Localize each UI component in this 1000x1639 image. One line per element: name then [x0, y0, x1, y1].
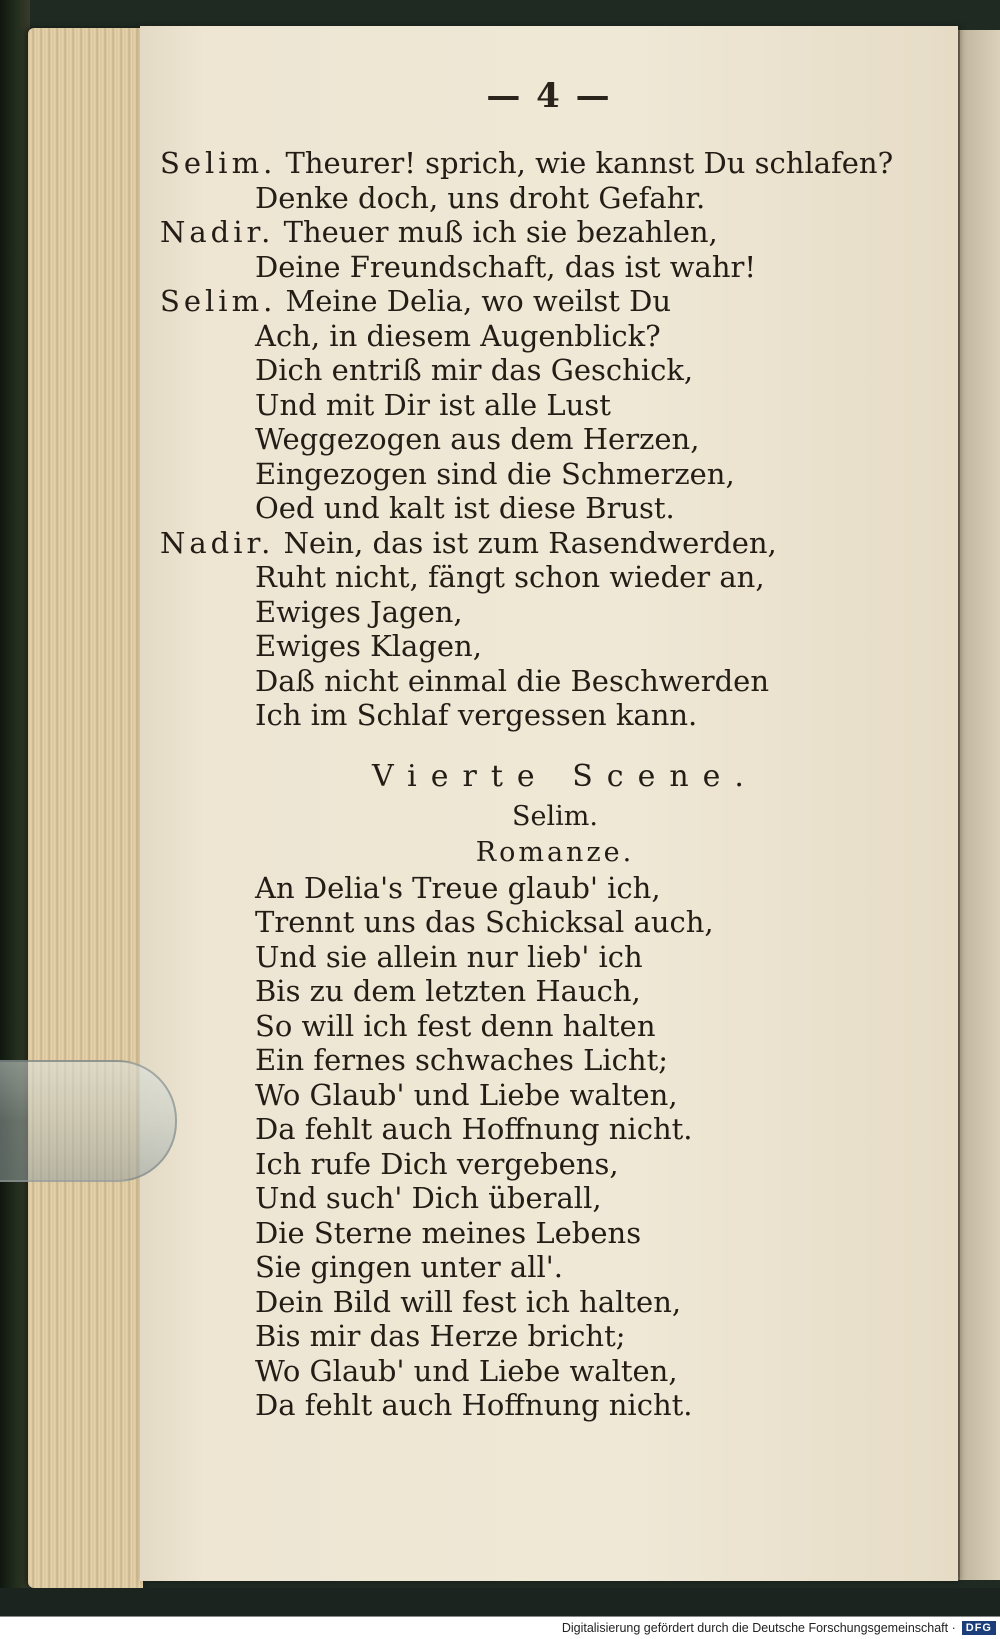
dialogue-line	[160, 319, 950, 354]
verse-text: Denke doch, uns droht Gefahr.	[255, 180, 706, 215]
verse-text: Ewiges Klagen,	[255, 629, 482, 663]
dialogue-line	[160, 422, 950, 457]
song-line: Ich rufe Dich vergebens,	[255, 1146, 619, 1181]
digitization-credit-bar	[0, 1616, 1000, 1639]
verse-text: Ruht nicht, fängt schon wieder an,	[255, 560, 765, 594]
speaker-name: Selim.	[160, 284, 277, 318]
book-page	[140, 26, 958, 1581]
song-line: Und sie allein nur lieb' ich	[255, 939, 643, 974]
scene-subtitle: Romanze.	[475, 836, 635, 868]
dialogue-line	[160, 284, 950, 319]
song-line: Sie gingen unter all'.	[255, 1250, 563, 1284]
scene-character: Selim.	[512, 800, 598, 832]
verse-text: Theuer muß ich sie bezahlen,	[283, 215, 718, 249]
song-line: Trennt uns das Schicksal auch,	[255, 905, 714, 939]
song-line: Bis zu dem letzten Hauch,	[255, 974, 641, 1008]
verse-text: Ewiges Jagen,	[255, 594, 463, 629]
song-line: Da fehlt auch Hoffnung nicht.	[255, 1112, 693, 1146]
song-line: Da fehlt auch Hoffnung nicht.	[255, 1388, 693, 1422]
facing-page-edge	[958, 30, 1000, 1580]
speaker-name: Nadir.	[160, 525, 275, 560]
scene-title: Vierte Scene.	[372, 758, 758, 794]
song-section	[160, 871, 950, 1423]
dialogue-line	[160, 181, 950, 216]
book-spine	[0, 0, 30, 1639]
verse-text: Meine Delia, wo weilst Du	[285, 284, 672, 318]
verse-text: Eingezogen sind die Schmerzen,	[255, 456, 735, 491]
song-line: Ein fernes schwaches Licht;	[255, 1043, 669, 1077]
dialogue-line	[160, 215, 950, 250]
verse-text: Nein, das ist zum Rasendwerden,	[283, 525, 777, 560]
verse-text: Daß nicht einmal die Beschwerden	[255, 663, 770, 698]
song-line: Die Sterne meines Lebens	[255, 1215, 642, 1250]
verse-text: Deine Freundschaft, das ist wahr!	[255, 249, 757, 284]
dialogue-line	[160, 146, 950, 181]
song-line: Bis mir das Herze bricht;	[255, 1319, 626, 1353]
dialogue-line	[160, 560, 950, 595]
dialogue-line	[160, 698, 950, 733]
verse-text: Dich entriß mir das Geschick,	[255, 353, 694, 387]
dialogue-line	[160, 457, 950, 492]
dialogue-line	[160, 526, 950, 561]
speaker-name: Selim.	[160, 146, 277, 180]
speaker-name: Nadir.	[160, 215, 275, 249]
dialogue-line	[160, 353, 950, 388]
page-stack-edge	[28, 28, 143, 1588]
verse-text: Ich im Schlaf vergessen kann.	[255, 698, 698, 732]
dialogue-line	[160, 664, 950, 699]
verse-text: Weggezogen aus dem Herzen,	[255, 422, 700, 456]
dialogue-line	[160, 595, 950, 630]
dialogue-section	[160, 146, 950, 733]
dialogue-line	[160, 250, 950, 285]
credit-text: Digitalisierung gefördert durch die Deutsche Forschungsgemeinschaft ·	[561, 1621, 956, 1635]
dialogue-line	[160, 491, 950, 526]
verse-text: Und mit Dir ist alle Lust	[255, 387, 611, 422]
page-number: — 4 —	[486, 76, 612, 116]
song-line: Wo Glaub' und Liebe walten,	[255, 1353, 678, 1388]
song-line: So will ich fest denn halten	[255, 1008, 656, 1043]
page-holder-clip	[0, 1060, 177, 1182]
verse-text: Oed und kalt ist diese Brust.	[255, 491, 675, 525]
song-line: Und such' Dich überall,	[255, 1181, 602, 1215]
dialogue-line	[160, 629, 950, 664]
verse-text: Ach, in diesem Augenblick?	[255, 318, 661, 353]
song-line: An Delia's Treue glaub' ich,	[255, 870, 661, 905]
song-line: Dein Bild will fest ich halten,	[255, 1284, 682, 1319]
verse-text: Theurer! sprich, wie kannst Du schlafen?	[285, 146, 894, 180]
dialogue-line	[160, 388, 950, 423]
page-text	[160, 146, 950, 1423]
dfg-logo-icon: DFG	[962, 1621, 996, 1635]
song-line: Wo Glaub' und Liebe walten,	[255, 1077, 678, 1112]
